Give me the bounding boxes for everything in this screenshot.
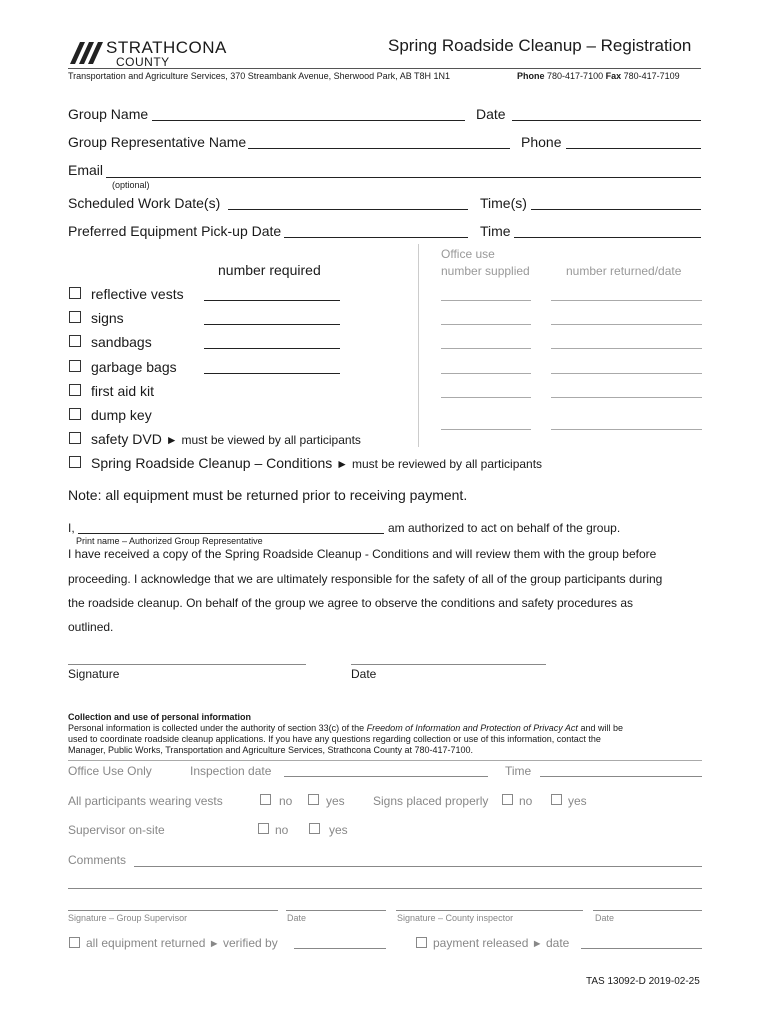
acknowledgement-line: I have received a copy of the Spring Roadside Cleanup - Conditions and will review them with the group before <box>68 547 657 561</box>
pickup-time-label: Time <box>480 223 511 239</box>
number-supplied-field[interactable] <box>441 429 531 430</box>
date-label: Date <box>476 106 506 122</box>
inspector-date-field[interactable] <box>593 910 702 911</box>
privacy-text: Personal information is collected under the authority of section 33(c) of the <box>68 723 367 733</box>
supervisor-date-caption: Date <box>287 913 307 923</box>
checkbox-dump-key[interactable] <box>69 408 81 420</box>
col-required: number required <box>218 262 321 278</box>
phone-field[interactable] <box>566 148 701 149</box>
comments-label: Comments <box>68 853 127 867</box>
equipment-item-label: sandbags <box>91 334 152 350</box>
number-returned-field[interactable] <box>551 429 702 430</box>
equipment-returned-label: all equipment returned <box>86 936 206 950</box>
date-field[interactable] <box>512 120 701 121</box>
number-returned-field[interactable] <box>551 348 702 349</box>
verified-by-label: verified by <box>223 936 278 950</box>
email-label: Email <box>68 162 104 178</box>
checkbox-signs-no[interactable] <box>502 794 513 805</box>
supervisor-no-label: no <box>275 823 289 837</box>
checkbox-garbage-bags[interactable] <box>69 360 81 372</box>
signature-date-field[interactable] <box>351 664 546 665</box>
pickup-time-field[interactable] <box>514 237 701 238</box>
number-supplied-field[interactable] <box>441 300 531 301</box>
comments-field[interactable] <box>134 866 702 867</box>
signature-field[interactable] <box>68 664 306 665</box>
number-supplied-field[interactable] <box>441 324 531 325</box>
email-field[interactable] <box>106 177 701 178</box>
phone-field-label: Phone <box>521 134 562 150</box>
checkbox-payment-released[interactable] <box>416 937 427 948</box>
payment-note: Note: all equipment must be returned prior to receiving payment. <box>68 487 468 503</box>
checkbox-signs-yes[interactable] <box>551 794 562 805</box>
signs-yes-label: yes <box>568 794 587 808</box>
group-name-label: Group Name <box>68 106 149 122</box>
safety-dvd-row <box>91 431 361 447</box>
fax-label: Fax <box>605 71 622 81</box>
authorized-name-field[interactable] <box>78 533 384 534</box>
number-returned-field[interactable] <box>551 324 702 325</box>
pickup-date-field[interactable] <box>284 237 468 238</box>
inspection-date-label: Inspection date <box>190 764 272 778</box>
equipment-item-label: first aid kit <box>91 383 155 399</box>
vests-label: All participants wearing vests <box>68 794 223 808</box>
equipment-item-label: dump key <box>91 407 152 423</box>
privacy-act-name: Freedom of Information and Protection of Privacy Act <box>366 723 578 733</box>
payment-date-label: date <box>545 936 570 950</box>
form-code: TAS 13092-D 2019-02-25 <box>586 976 700 987</box>
conditions-note: must be reviewed by all participants <box>351 457 543 471</box>
privacy-text: and will be <box>577 723 623 733</box>
office-use-heading: Office use <box>441 247 495 261</box>
number-required-field[interactable] <box>204 348 340 349</box>
pickup-date-label: Preferred Equipment Pick-up Date <box>68 223 282 239</box>
verified-by-field[interactable] <box>294 948 386 949</box>
supervisor-date-field[interactable] <box>286 910 386 911</box>
number-supplied-field[interactable] <box>441 373 531 374</box>
authorization-i: I, <box>68 521 75 535</box>
header-divider <box>68 68 701 69</box>
number-returned-field[interactable] <box>551 300 702 301</box>
number-required-field[interactable] <box>204 373 340 374</box>
signature-caption: Signature <box>68 667 120 681</box>
inspection-date-field[interactable] <box>284 776 488 777</box>
checkbox-signs[interactable] <box>69 311 81 323</box>
checkbox-safety-dvd[interactable] <box>69 432 81 444</box>
privacy-heading: Collection and use of personal information <box>68 712 252 722</box>
conditions-row <box>91 455 542 471</box>
header-contact <box>517 71 680 81</box>
number-required-field[interactable] <box>204 300 340 301</box>
work-dates-label: Scheduled Work Date(s) <box>68 195 221 211</box>
arrow-right-icon: ► <box>336 457 349 471</box>
checkbox-equipment-returned[interactable] <box>69 937 80 948</box>
equipment-item-label: reflective vests <box>91 286 184 302</box>
equipment-item-label: safety DVD <box>91 431 162 447</box>
inspector-signature-field[interactable] <box>396 910 583 911</box>
number-returned-field[interactable] <box>551 373 702 374</box>
logo-name: STRATHCONA <box>106 38 227 57</box>
payment-released-row <box>433 936 569 950</box>
safety-dvd-note: must be viewed by all participants <box>181 433 361 447</box>
group-rep-label: Group Representative Name <box>68 134 247 150</box>
equipment-item-label: signs <box>91 310 124 326</box>
col-supplied: number supplied <box>441 264 530 278</box>
equipment-item-label: garbage bags <box>91 359 177 375</box>
conditions-label: Spring Roadside Cleanup – Conditions <box>91 455 333 471</box>
supervisor-label: Supervisor on-site <box>68 823 165 837</box>
phone-number: 780-417-7100 <box>547 71 604 81</box>
checkbox-vests-yes[interactable] <box>308 794 319 805</box>
arrow-right-icon: ► <box>208 938 220 950</box>
header-address: Transportation and Agriculture Services, 370 Streambank Avenue, Sherwood Park, AB T8H 1N1 <box>68 71 451 81</box>
supervisor-signature-field[interactable] <box>68 910 278 911</box>
supervisor-signature-caption: Signature – Group Supervisor <box>68 913 188 923</box>
office-use-divider <box>418 244 419 447</box>
privacy-line <box>68 723 623 733</box>
arrow-right-icon: ► <box>531 938 543 950</box>
inspector-date-caption: Date <box>595 913 615 923</box>
print-name-caption: Print name – Authorized Group Representative <box>76 536 263 546</box>
inspection-time-label: Time <box>505 764 532 778</box>
acknowledgement-line: the roadside cleanup. On behalf of the group we agree to observe the conditions and safety procedures as <box>68 596 634 610</box>
number-supplied-field[interactable] <box>441 348 531 349</box>
checkbox-vests-no[interactable] <box>260 794 271 805</box>
arrow-right-icon: ► <box>165 433 178 447</box>
vests-no-label: no <box>279 794 293 808</box>
fax-number: 780-417-7109 <box>623 71 680 81</box>
logo-sub: COUNTY <box>116 55 170 69</box>
checkbox-first-aid-kit[interactable] <box>69 384 81 396</box>
signature-date-caption: Date <box>351 667 377 681</box>
privacy-line: Manager, Public Works, Transportation and Agriculture Services, Strathcona County at 780-417-7100. <box>68 745 474 755</box>
checkbox-reflective-vests[interactable] <box>69 287 81 299</box>
equipment-returned-row <box>86 936 278 950</box>
payment-date-field[interactable] <box>581 948 702 949</box>
phone-label: Phone <box>517 71 545 81</box>
checkbox-conditions[interactable] <box>69 456 81 468</box>
comments-field-2[interactable] <box>68 888 702 889</box>
signs-label: Signs placed properly <box>373 794 489 808</box>
page-title: Spring Roadside Cleanup – Registration <box>388 36 692 55</box>
times-field[interactable] <box>531 209 701 210</box>
times-label: Time(s) <box>480 195 527 211</box>
payment-released-label: payment released <box>433 936 529 950</box>
work-dates-field[interactable] <box>228 209 468 210</box>
checkbox-supervisor-no[interactable] <box>258 823 269 834</box>
inspector-signature-caption: Signature – County inspector <box>397 913 514 923</box>
inspection-time-field[interactable] <box>540 776 702 777</box>
checkbox-sandbags[interactable] <box>69 335 81 347</box>
supervisor-yes-label: yes <box>329 823 348 837</box>
number-required-field[interactable] <box>204 324 340 325</box>
authorized-text: am authorized to act on behalf of the group. <box>388 521 621 535</box>
office-use-only-label: Office Use Only <box>68 764 152 778</box>
acknowledgement-line: proceeding. I acknowledge that we are ultimately responsible for the safety of all of the group participants during <box>68 572 663 586</box>
number-supplied-field[interactable] <box>441 397 531 398</box>
group-name-field[interactable] <box>152 120 465 121</box>
number-returned-field[interactable] <box>551 397 702 398</box>
signs-no-label: no <box>519 794 533 808</box>
privacy-line: used to coordinate roadside cleanup applications. If you have any questions regarding collection or use of this information, contact the <box>68 734 601 744</box>
email-optional: (optional) <box>112 180 150 190</box>
col-returned: number returned/date <box>566 264 682 278</box>
checkbox-supervisor-yes[interactable] <box>309 823 320 834</box>
office-use-divider <box>68 760 702 761</box>
acknowledgement-line: outlined. <box>68 620 114 634</box>
vests-yes-label: yes <box>326 794 345 808</box>
group-rep-field[interactable] <box>248 148 510 149</box>
strathcona-logo-icon <box>68 40 104 66</box>
